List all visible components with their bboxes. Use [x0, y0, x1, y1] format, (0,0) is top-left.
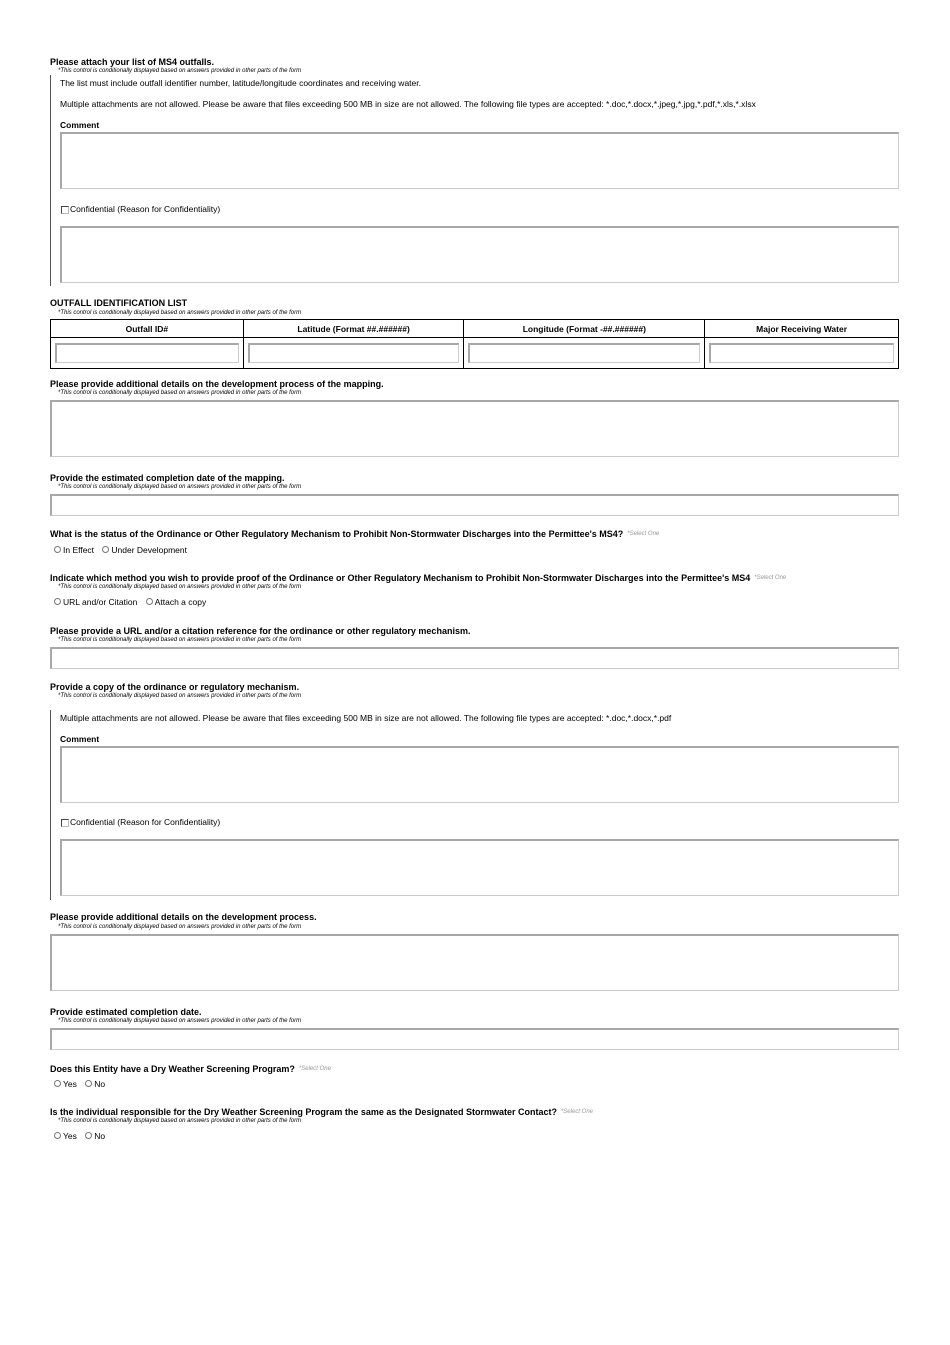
url-citation-question: Please provide a URL and/or a citation reference for the ordinance or other regulatory mechanism. — [50, 626, 471, 636]
radio-url-citation[interactable] — [54, 597, 137, 607]
radio-circle[interactable] — [85, 1132, 92, 1139]
radio-attach-copy[interactable] — [146, 597, 207, 607]
col-latitude: Latitude (Format ##.######) — [243, 320, 464, 338]
radio-yes[interactable] — [54, 1131, 77, 1141]
outfall-id-input[interactable] — [55, 343, 239, 363]
proof-method-question — [50, 573, 786, 583]
radio-circle[interactable] — [54, 1132, 61, 1139]
confidential-checkbox[interactable] — [61, 819, 69, 827]
radio-label: In Effect — [63, 545, 95, 555]
conditional-note: *This control is conditionally displayed based on answers provided in other parts of the form — [58, 637, 302, 643]
outfall-list-title: OUTFALL IDENTIFICATION LIST — [50, 298, 188, 308]
confidential-reason-textarea[interactable] — [60, 226, 899, 283]
receiving-water-input[interactable] — [709, 343, 894, 363]
url-citation-input[interactable] — [50, 647, 899, 669]
mapping-details-textarea[interactable] — [50, 400, 899, 457]
process-details-question: Please provide additional details on the development process. — [50, 912, 317, 922]
completion-date-input[interactable] — [50, 1028, 899, 1050]
dry-weather-text: Does this Entity have a Dry Weather Screening Program? — [50, 1064, 295, 1074]
ordinance-status-text: What is the status of the Ordinance or Other Regulatory Mechanism to Prohibit Non-Stormwater Discharges into the Permittee's MS4? — [50, 529, 624, 539]
comment-textarea[interactable] — [60, 746, 899, 803]
attachment-rules: Multiple attachments are not allowed. Please be aware that files exceeding 500 MB in size are not allowed. The following file types are accepted: *.doc,*.docx,*.pdf — [60, 713, 672, 723]
proof-method-options — [54, 597, 212, 607]
table-row — [51, 338, 899, 369]
radio-label: No — [94, 1079, 106, 1089]
radio-label: Yes — [63, 1131, 77, 1141]
attachment-section-border — [50, 75, 51, 286]
radio-no[interactable] — [85, 1131, 105, 1141]
responsible-same-options — [54, 1131, 111, 1141]
conditional-note: *This control is conditionally displayed based on answers provided in other parts of the form — [58, 584, 302, 590]
radio-label: No — [94, 1131, 106, 1141]
latitude-input[interactable] — [248, 343, 460, 363]
mapping-date-input[interactable] — [50, 494, 899, 516]
radio-circle[interactable] — [146, 598, 153, 605]
select-one-hint: *Select One — [627, 531, 660, 537]
select-one-hint: *Select One — [298, 1066, 331, 1072]
select-one-hint: *Select One — [560, 1109, 593, 1115]
ms4-outfalls-question: Please attach your list of MS4 outfalls. — [50, 57, 215, 67]
attachment-rules: Multiple attachments are not allowed. Please be aware that files exceeding 500 MB in size are not allowed. The following file types are accepted: *.doc,*.docx,*.jpeg,*.jpg,*.pdf,*.xls,*.xlsx — [60, 99, 756, 109]
radio-label: URL and/or Citation — [63, 597, 138, 607]
conditional-note: *This control is conditionally displayed based on answers provided in other parts of the form — [58, 310, 302, 316]
ordinance-status-question — [50, 529, 659, 539]
radio-yes[interactable] — [54, 1079, 77, 1089]
ordinance-copy-question: Provide a copy of the ordinance or regulatory mechanism. — [50, 682, 300, 692]
confidential-checkbox-row[interactable] — [61, 204, 220, 214]
radio-label: Yes — [63, 1079, 77, 1089]
comment-label: Comment — [60, 120, 100, 130]
confidential-checkbox[interactable] — [61, 206, 69, 214]
ordinance-status-options — [54, 545, 193, 555]
col-outfall-id: Outfall ID# — [51, 320, 244, 338]
radio-in-effect[interactable] — [54, 545, 94, 555]
mapping-details-question: Please provide additional details on the development process of the mapping. — [50, 379, 384, 389]
comment-label: Comment — [60, 734, 100, 744]
confidential-label: Confidential (Reason for Confidentiality) — [70, 817, 221, 827]
responsible-same-text: Is the individual responsible for the Dry Weather Screening Program the same as the Designated Stormwater Contact? — [50, 1107, 557, 1117]
col-receiving-water: Major Receiving Water — [705, 320, 899, 338]
outfall-list-instruction: The list must include outfall identifier number, latitude/longitude coordinates and receiving water. — [60, 78, 421, 88]
dry-weather-question — [50, 1064, 331, 1074]
cell-outfall-id — [51, 338, 244, 369]
col-longitude: Longitude (Format -##.######) — [464, 320, 705, 338]
responsible-same-question — [50, 1107, 593, 1117]
radio-circle[interactable] — [54, 546, 61, 553]
select-one-hint: *Select One — [754, 575, 787, 581]
outfall-table — [50, 319, 899, 369]
confidential-label: Confidential (Reason for Confidentiality) — [70, 204, 221, 214]
radio-circle[interactable] — [102, 546, 109, 553]
radio-circle[interactable] — [54, 1080, 61, 1087]
conditional-note: *This control is conditionally displayed based on answers provided in other parts of the form — [58, 1118, 302, 1124]
radio-label: Under Development — [111, 545, 188, 555]
confidential-checkbox-row[interactable] — [61, 817, 220, 827]
confidential-reason-textarea[interactable] — [60, 839, 899, 896]
longitude-input[interactable] — [468, 343, 700, 363]
conditional-note: *This control is conditionally displayed based on answers provided in other parts of the form — [58, 484, 302, 490]
dry-weather-options — [54, 1079, 111, 1089]
radio-circle[interactable] — [85, 1080, 92, 1087]
completion-date-question: Provide estimated completion date. — [50, 1007, 202, 1017]
attachment-section-border — [50, 710, 51, 900]
cell-receiving-water — [705, 338, 899, 369]
conditional-note: *This control is conditionally displayed based on answers provided in other parts of the form — [58, 68, 302, 74]
radio-no[interactable] — [85, 1079, 105, 1089]
radio-label: Attach a copy — [154, 597, 207, 607]
process-details-textarea[interactable] — [50, 934, 899, 991]
cell-latitude — [243, 338, 464, 369]
comment-textarea[interactable] — [60, 132, 899, 189]
conditional-note: *This control is conditionally displayed based on answers provided in other parts of the form — [58, 1018, 302, 1024]
proof-method-text: Indicate which method you wish to provide proof of the Ordinance or Other Regulatory Mechanism to Prohibit Non-Stormwater Discharges into the Permittee's MS4 — [50, 573, 751, 583]
radio-circle[interactable] — [54, 598, 61, 605]
conditional-note: *This control is conditionally displayed based on answers provided in other parts of the form — [58, 693, 302, 699]
table-header-row — [51, 320, 899, 338]
radio-under-development[interactable] — [102, 545, 187, 555]
mapping-date-question: Provide the estimated completion date of the mapping. — [50, 473, 285, 483]
conditional-note: *This control is conditionally displayed based on answers provided in other parts of the form — [58, 924, 302, 930]
conditional-note: *This control is conditionally displayed based on answers provided in other parts of the form — [58, 390, 302, 396]
cell-longitude — [464, 338, 705, 369]
